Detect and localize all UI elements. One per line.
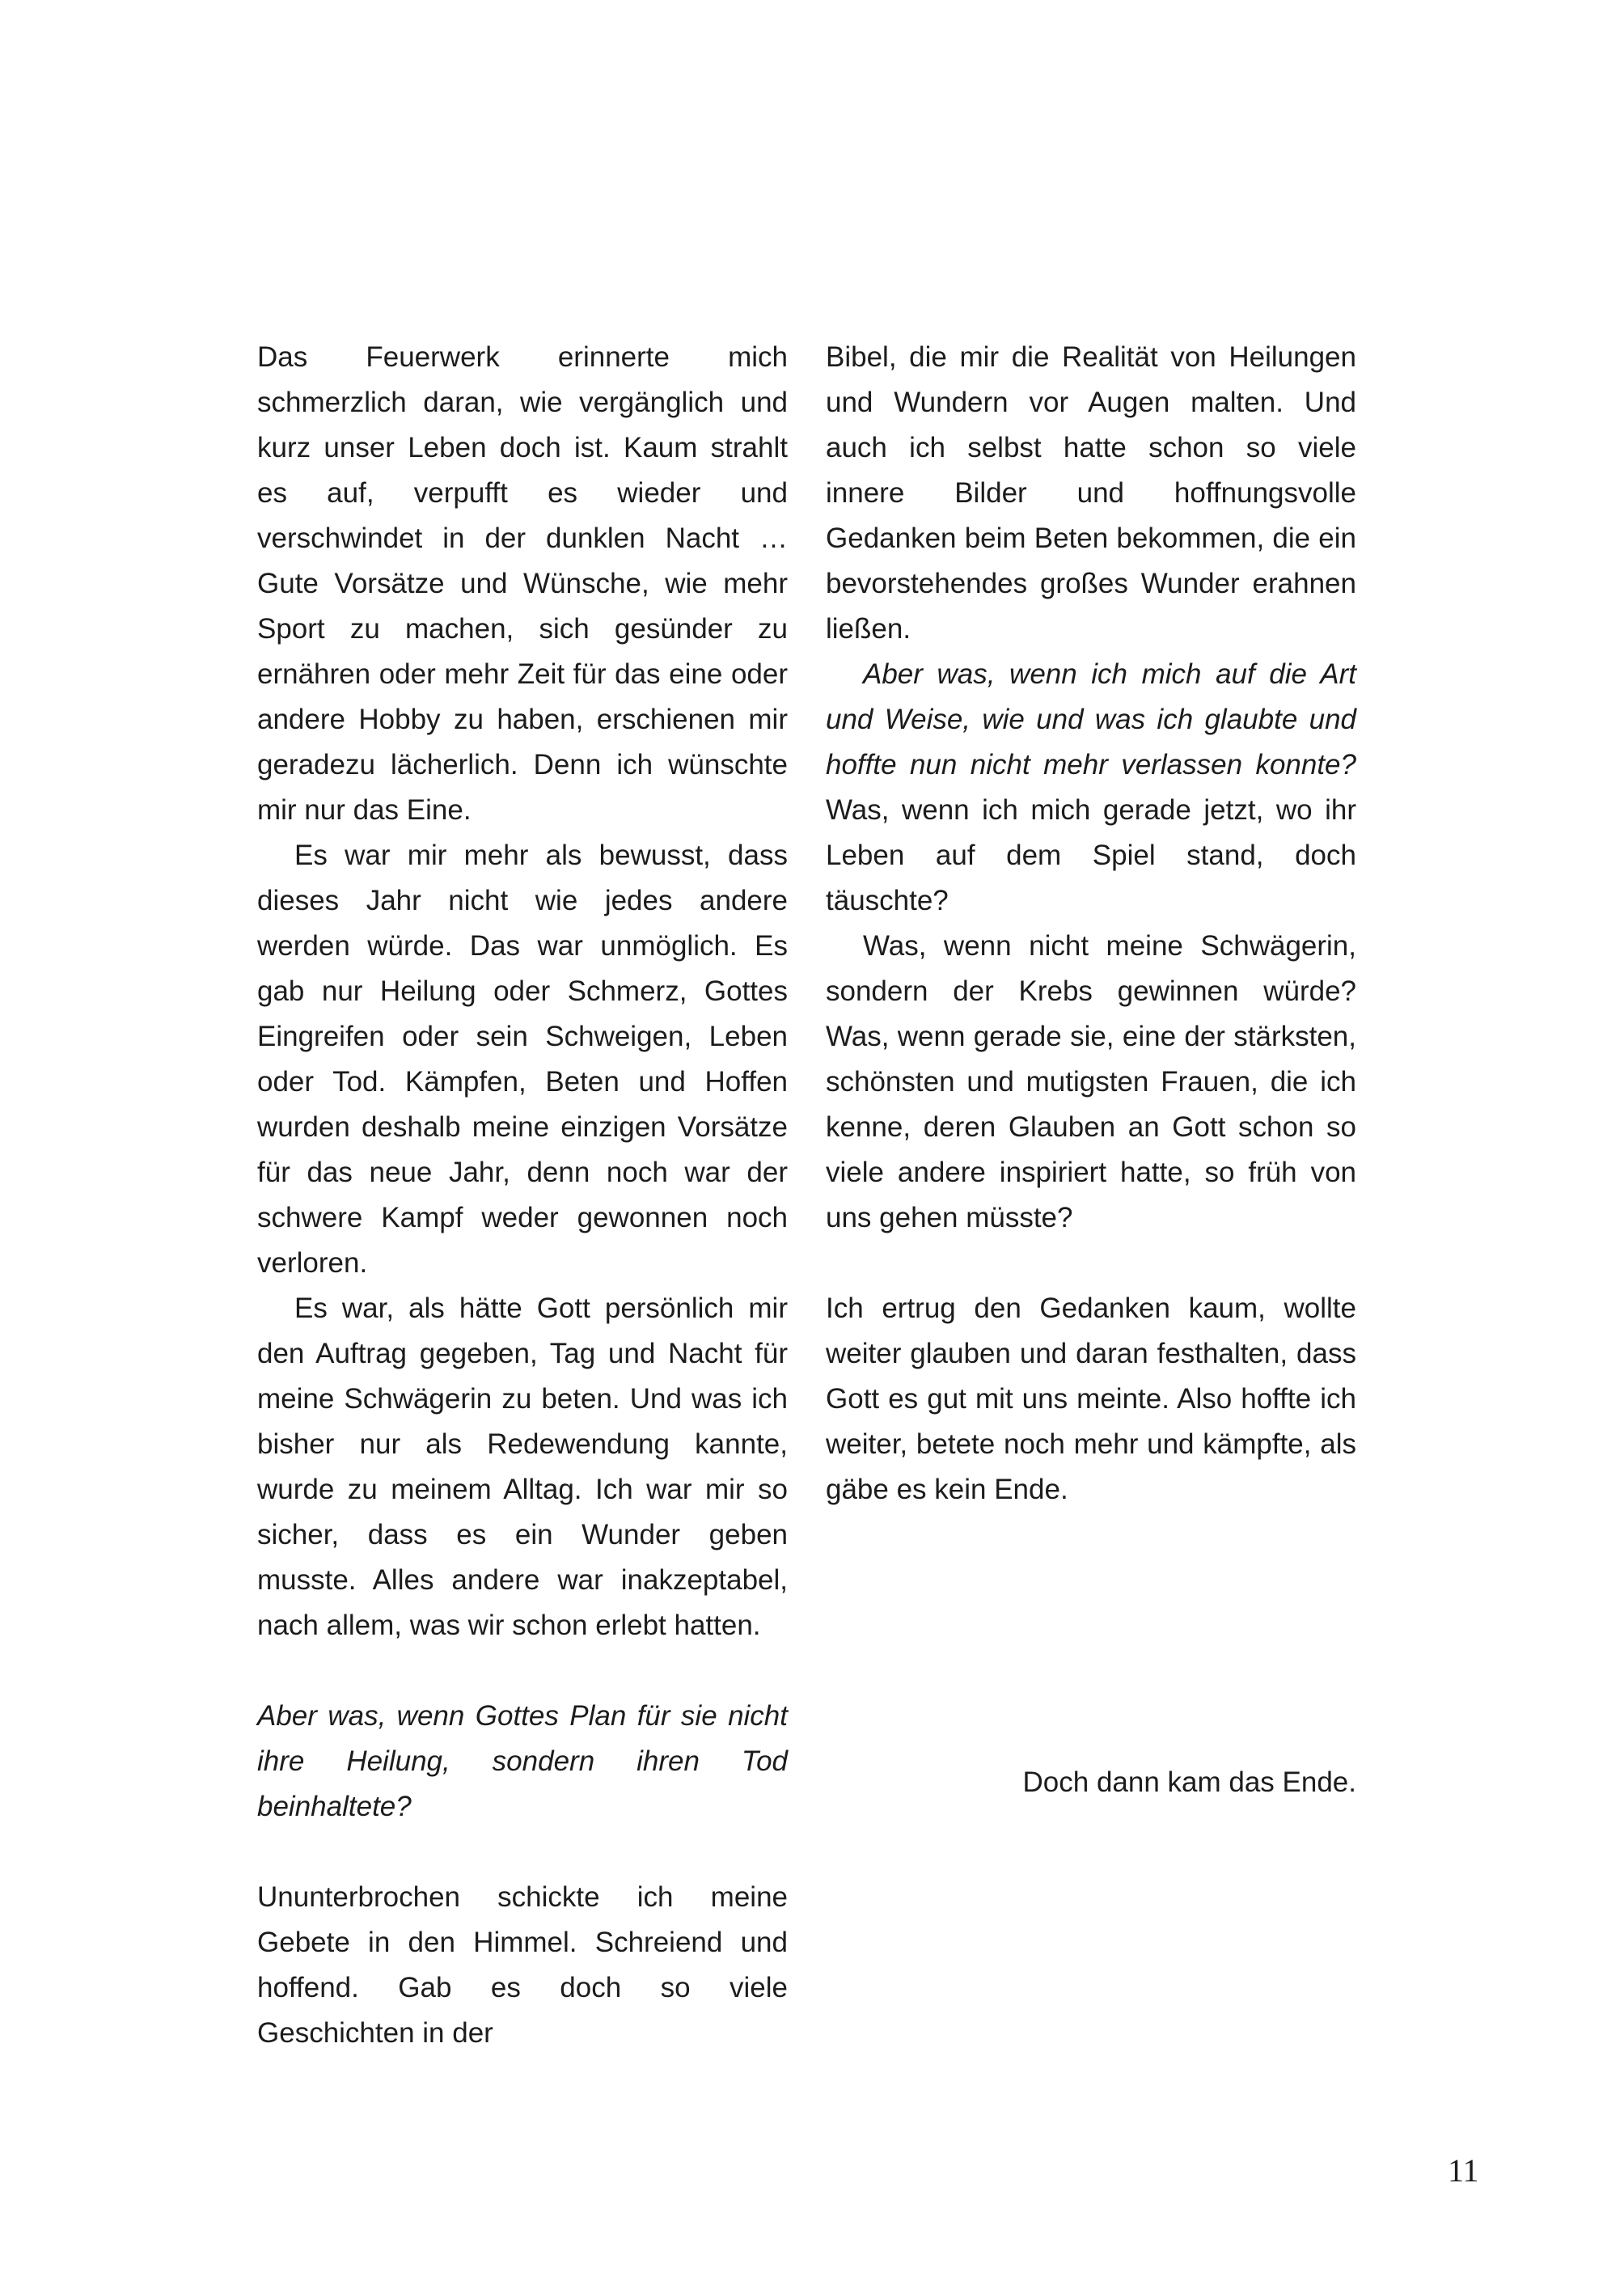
paragraph: Ich ertrug den Gedanken kaum, wollte weiter glauben und daran festhalten, dass Gott es gut mit uns meinte. Also hoffte ich weiter, betete noch mehr und kämpfte, als gäbe es kein Ende. (826, 1292, 1356, 1505)
right-column (826, 335, 1356, 1512)
closing-line: Doch dann kam das Ende. (1022, 1766, 1356, 1798)
paragraph: Das Feuerwerk erinnerte mich schmerzlich daran, wie vergänglich und kurz unser Leben doch ist. Kaum strahlt es auf, verpufft es wieder und verschwindet in der dunklen Nacht … Gute Vorsätze und Wünsche, wie mehr Sport zu machen, sich gesünder zu ernähren oder mehr Zeit für das eine oder andere Hobby zu haben, erschienen mir geradezu lächerlich. Denn ich wünschte mir nur das Eine. (257, 341, 788, 826)
left-column (257, 335, 788, 2056)
paragraph: Was, wenn nicht meine Schwägerin, sondern der Krebs gewinnen würde? Was, wenn gerade sie, eine der stärksten, schönsten und mutigsten Frauen, die ich kenne, deren Glauben an Gott schon so viele andere inspiriert hatte, so früh von uns gehen müsste? (826, 930, 1356, 1233)
page-number: 11 (1448, 2152, 1479, 2189)
paragraph-mixed (826, 652, 1356, 924)
paragraph: Es war, als hätte Gott persönlich mir den Auftrag gegeben, Tag und Nacht für meine Schwägerin zu beten. Und was ich bisher nur als Redewendung kannte, wurde zu meinem Alltag. Ich war mir so sicher, dass es ein Wunder geben musste. Alles andere war inakzeptabel, nach allem, was wir schon erlebt hatten. (257, 1292, 788, 1641)
paragraph: Bibel, die mir die Realität von Heilungen und Wundern vor Augen malten. Und auch ich selbst hatte schon so viele innere Bilder und hoffnungsvolle Gedanken beim Beten bekommen, die ein bevorstehendes großes Wunder erahnen ließen. (826, 341, 1356, 645)
paragraph: Ununterbrochen schickte ich meine Gebete in den Himmel. Schreiend und hoffend. Gab es doch so viele Geschichten in der (257, 1881, 788, 2049)
paragraph: Es war mir mehr als bewusst, dass dieses Jahr nicht wie jedes andere werden würde. Das war unmöglich. Es gab nur Heilung oder Schmerz, Gottes Eingreifen oder sein Schweigen, Leben oder Tod. Kämpfen, Beten und Hoffen wurden deshalb meine einzigen Vorsätze für das neue Jahr, denn noch war der schwere Kampf weder gewonnen noch verloren. (257, 840, 788, 1279)
paragraph-italic: Aber was, wenn Gottes Plan für sie nicht ihre Heilung, sondern ihren Tod beinhaltete? (257, 1700, 788, 1822)
paragraph-roman-part: Was, wenn ich mich gerade jetzt, wo ihr Leben auf dem Spiel stand, doch täuschte? (826, 794, 1356, 916)
paragraph-italic-part: Aber was, wenn ich mich auf die Art und Weise, wie und was ich glaubte und hoffte nun nicht mehr verlassen konnte? (826, 658, 1356, 781)
